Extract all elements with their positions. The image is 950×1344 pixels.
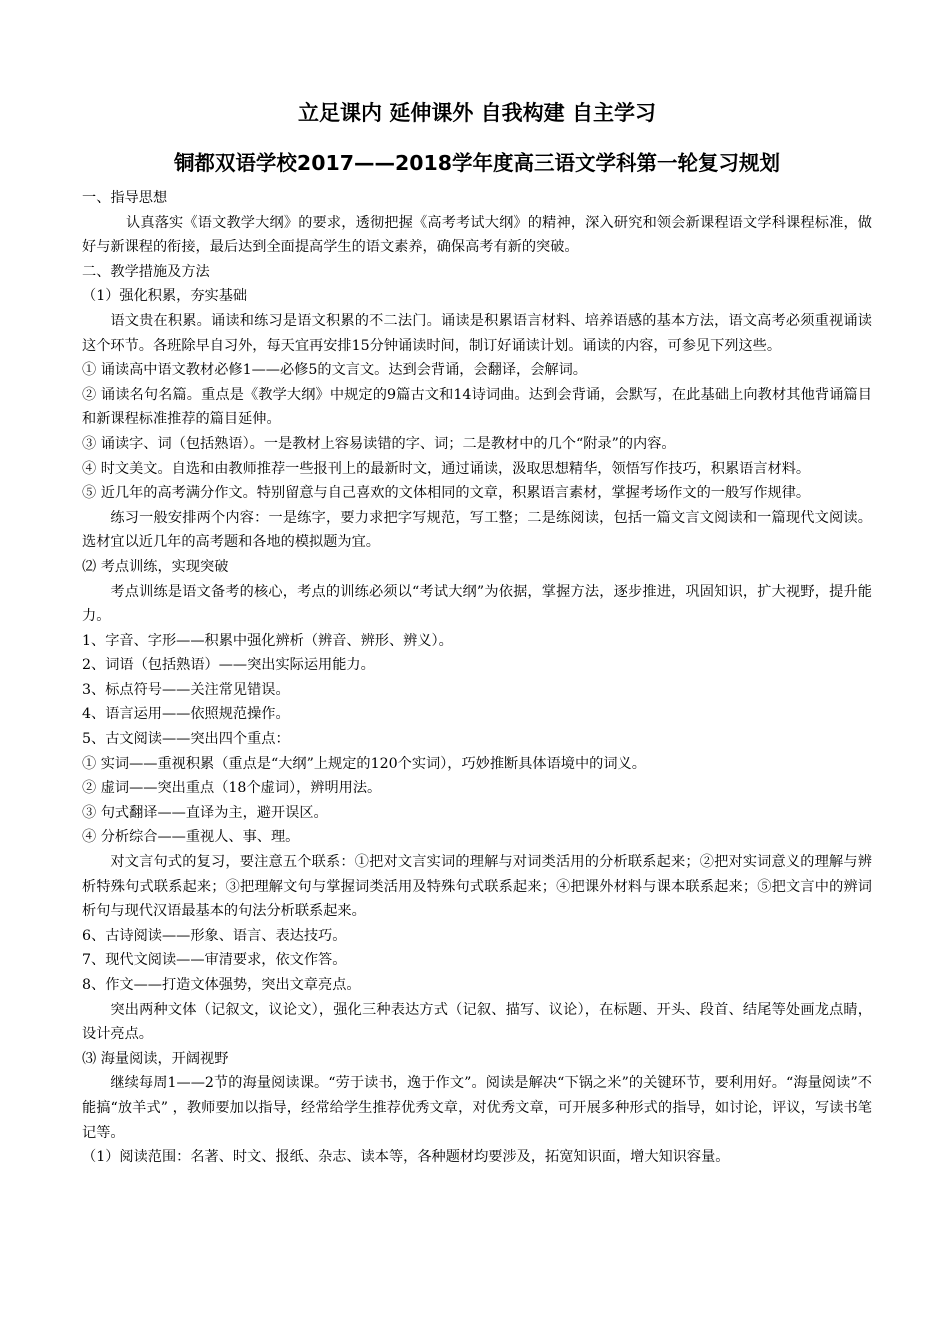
subsection-heading: ⑶ 海量阅读，开阔视野 [82,1050,229,1067]
list-item: ④ 时文美文。自选和由教师推荐一些报刊上的最新时文，通过诵读，汲取思想精华，领悟写作技巧，积累语言材料。 [82,460,811,477]
list-item: 3、标点符号——关注常见错误。 [82,681,290,698]
paragraph: 语文贵在积累。诵读和练习是语文积累的不二法门。诵读是积累语言材料、培养语感的基本方法，语文高考必须重视诵读这个环节。各班除早自习外，每天宜再安排15分钟诵读时间，制订好诵读计划。诵读的内容，可参见下列这些。 [82,312,872,354]
list-item: （1）阅读范围：名著、时文、报纸、杂志、读本等，各种题材均要涉及，拓宽知识面，增大知识容量。 [82,1149,730,1166]
list-item: 4、语言运用——依照规范操作。 [82,706,290,723]
subsection-heading: （1）强化积累，夯实基础 [82,288,248,305]
list-item: ② 虚词——突出重点（18个虚词），辨明用法。 [82,780,382,797]
subsection-heading: ⑵ 考点训练，实现突破 [82,558,229,575]
list-item: ① 诵读高中语文教材必修1——必修5的文言文。达到会背诵，会翻译，会解词。 [82,362,587,379]
list-item: ④ 分析综合——重视人、事、理。 [82,829,300,846]
document-subtitle: 铜都双语学校2017——2018学年度高三语文学科第一轮复习规划 [173,151,781,175]
document-title: 立足课内 延伸课外 自我构建 自主学习 [298,101,656,125]
list-item: ① 实词——重视积累（重点是“大纲”上规定的120个实词），巧妙推断具体语境中的词义。 [82,755,646,772]
paragraph: 继续每周1——2节的海量阅读课。“劳于读书，逸于作文”。阅读是解决“下锅之米”的关键环节，要利用好。“海量阅读”不能搞“放羊式” ，教师要加以指导，经常给学生推荐优秀文章，对优秀文章，可开展多种形式的指导，如讨论，评议，写读书笔记等。 [82,1075,872,1141]
paragraph: 练习一般安排两个内容：一是练字，要力求把字写规范，写工整；二是练阅读，包括一篇文言文阅读和一篇现代文阅读。选材宜以近几年的高考题和各地的模拟题为宜。 [82,509,872,551]
list-item: 5、古文阅读——突出四个重点： [82,731,290,748]
list-item: ③ 诵读字、词（包括熟语）。一是教材上容易读错的字、词；二是教材中的几个“附录”的内容。 [82,435,676,452]
section-heading-2: 二、教学措施及方法 [82,263,210,280]
paragraph: 考点训练是语文备考的核心，考点的训练必须以“考试大纲”为依据，掌握方法，逐步推进，巩固知识，扩大视野，提升能力。 [82,583,872,625]
section-heading-1: 一、指导思想 [82,190,168,206]
paragraph: 对文言句式的复习，要注意五个联系：①把对文言实词的理解与对词类活用的分析联系起来；②把对实词意义的理解与辨析特殊句式联系起来；③把理解文句与掌握词类活用及特殊句式联系起来；④把课外材料与课本联系起来；⑤把文言中的辨词析句与现代汉语最基本的句法分析联系起来。 [82,854,872,920]
list-item: 2、词语（包括熟语）——突出实际运用能力。 [82,657,375,674]
list-item: ③ 句式翻译——直译为主，避开误区。 [82,804,328,821]
list-item: ⑤ 近几年的高考满分作文。特别留意与自己喜欢的文体相同的文章，积累语言素材，掌握考场作文的一般写作规律。 [82,485,811,502]
list-item: ② 诵读名句名篇。重点是《教学大纲》中规定的9篇古文和14诗词曲。达到会背诵，会默写，在此基础上向教材其他背诵篇目和新课程标准推荐的篇目延伸。 [82,386,872,428]
list-item: 1、字音、字形——积累中强化辨析（辨音、辨形、辨义）。 [82,632,453,649]
list-item: 7、现代文阅读——审清要求，依文作答。 [82,952,347,969]
paragraph: 认真落实《语文教学大纲》的要求，透彻把握《高考考试大纲》的精神，深入研究和领会新课程语文学科课程标准，做好与新课程的衔接，最后达到全面提高学生的语文素养，确保高考有新的突破。 [82,214,872,256]
list-item: 8、作文——打造文体强势，突出文章亮点。 [82,977,361,993]
paragraph: 突出两种文体（记叙文，议论文），强化三种表达方式（记叙、描写、议论），在标题、开头、段首、结尾等处画龙点睛，设计亮点。 [82,1001,872,1043]
list-item: 6、古诗阅读——形象、语言、表达技巧。 [82,927,347,944]
